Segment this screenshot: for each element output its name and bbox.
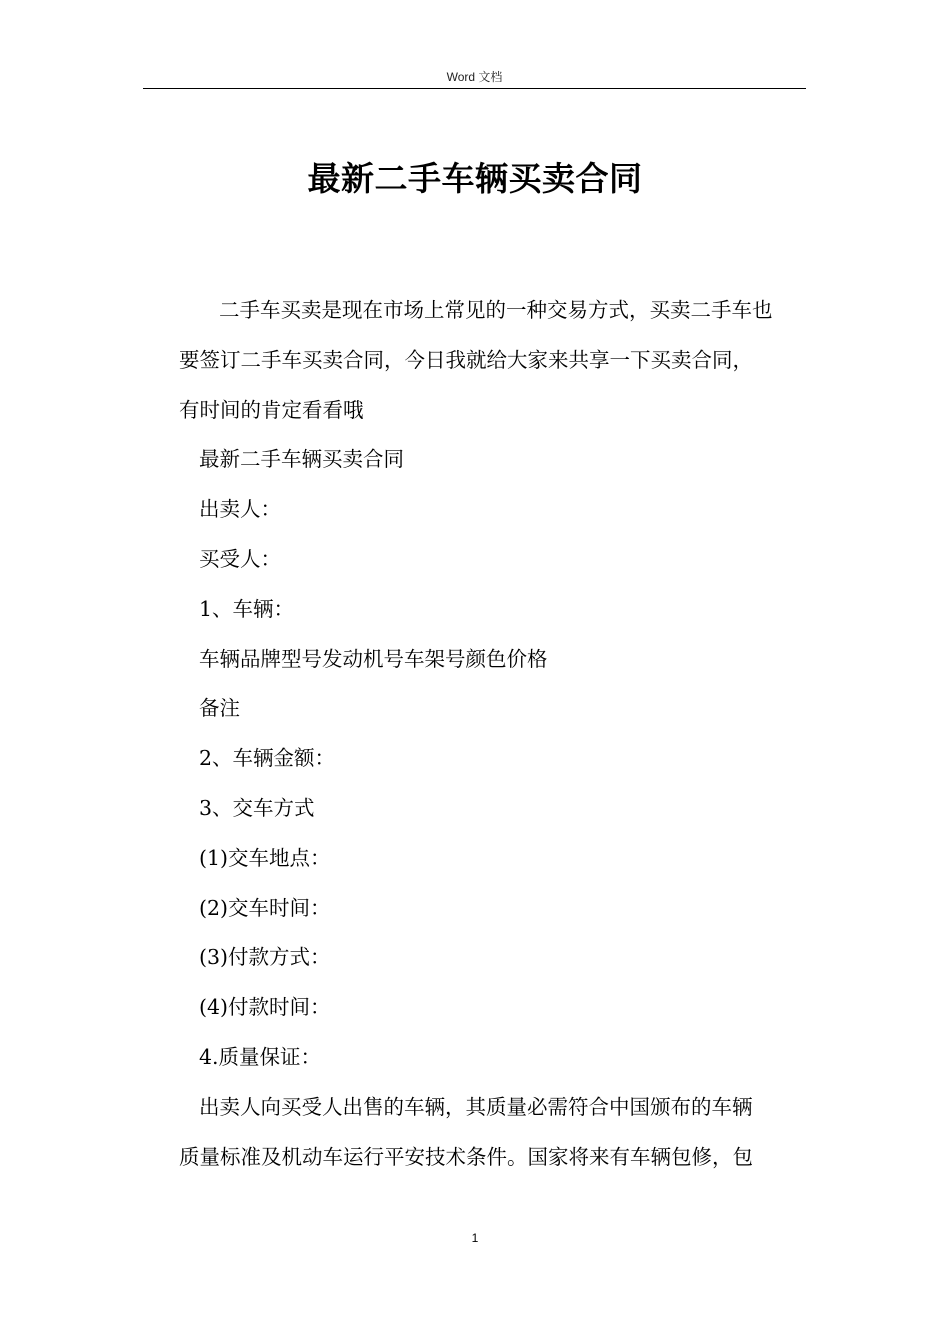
header-label: Word 文档 [446, 70, 503, 84]
item-amount: 2、车辆金额： [199, 746, 336, 771]
item-delivery-place: (1)交车地点： [199, 845, 331, 870]
quality-line: 出卖人向买受人出售的车辆，其质量必需符合中国颁布的车辆 [199, 1094, 753, 1119]
item-payment-time: (4)付款时间： [199, 995, 331, 1020]
page-number: 1 [471, 1231, 479, 1245]
item-delivery-method: 3、交车方式 [199, 795, 315, 820]
quality-paragraph [179, 1083, 805, 1183]
quality-line: 质量标准及机动车运行平安技术条件。国家将来有车辆包修，包 [179, 1144, 753, 1169]
item-payment-method: (3)付款方式： [199, 945, 331, 970]
item-delivery-time: (2)交车时间： [199, 895, 331, 920]
item-list [179, 435, 805, 1082]
document-title: 最新二手车辆买卖合同 [307, 159, 643, 198]
intro-line: 有时间的肯定看看哦 [179, 397, 364, 422]
item-buyer: 买受人： [199, 546, 281, 571]
item-remarks: 备注 [199, 696, 240, 721]
item-quality-guarantee: 4.质量保证： [199, 1044, 322, 1069]
document-body [179, 286, 805, 1182]
item-vehicle-fields: 车辆品牌型号发动机号车架号颜色价格 [199, 646, 548, 671]
item-subtitle: 最新二手车辆买卖合同 [199, 447, 404, 472]
item-vehicle: 1、车辆： [199, 596, 295, 621]
item-seller: 出卖人： [199, 497, 281, 522]
intro-line: 二手车买卖是现在市场上常见的一种交易方式，买卖二手车也 [219, 298, 773, 322]
intro-paragraph [179, 286, 805, 435]
page-header [143, 66, 806, 89]
intro-line: 要签订二手车买卖合同，今日我就给大家来共享一下买卖合同， [179, 347, 753, 372]
